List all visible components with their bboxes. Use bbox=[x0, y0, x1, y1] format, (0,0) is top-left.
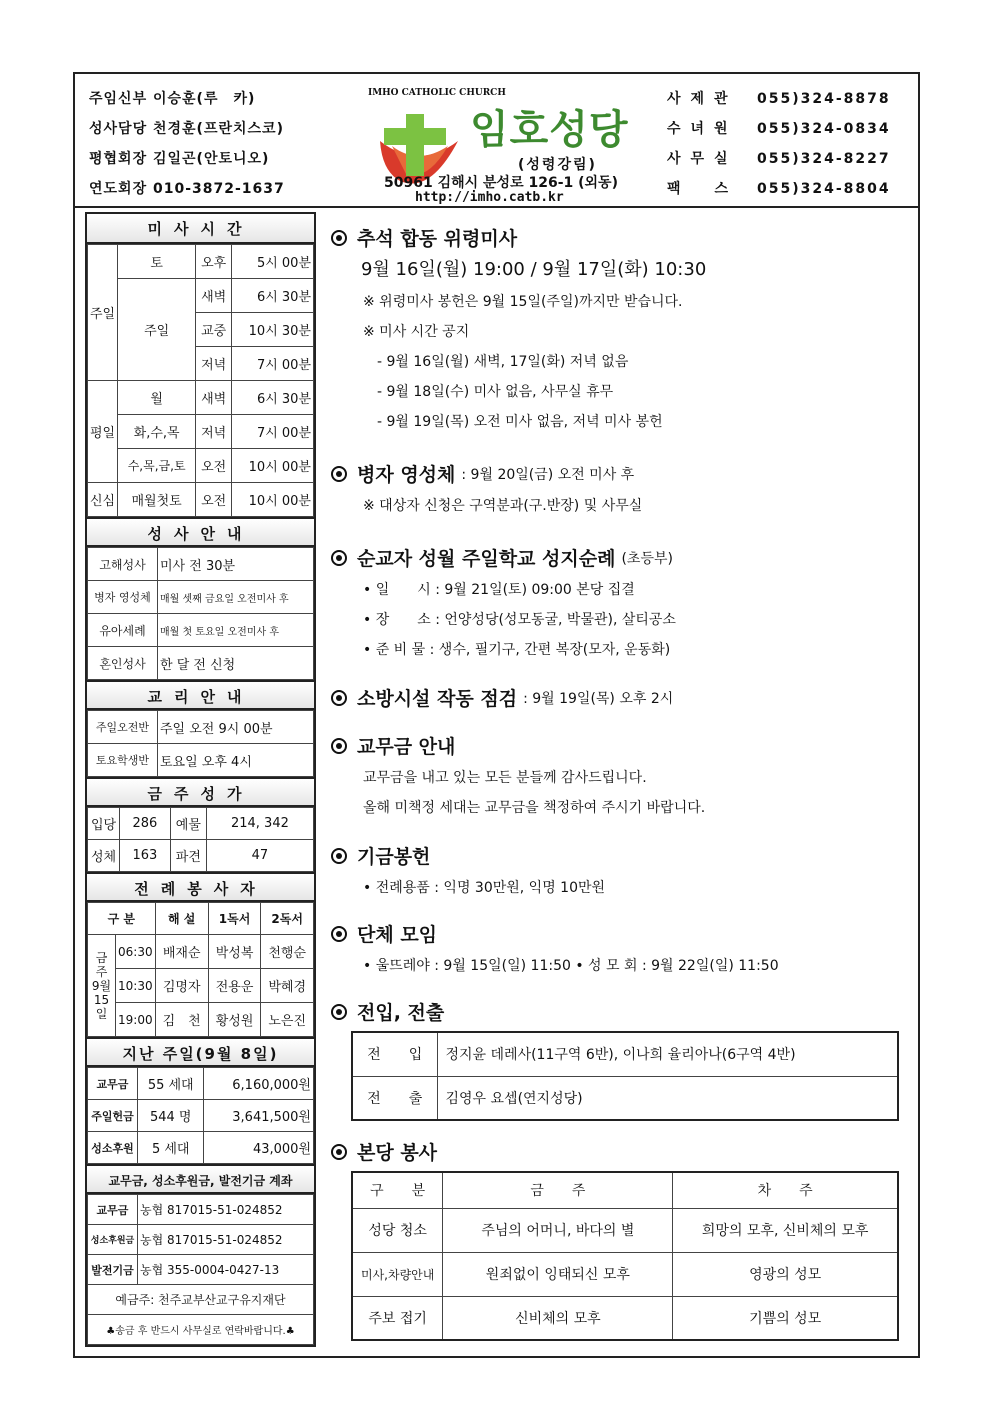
section-pilgrimage: 순교자 성월 주일학교 성지순례 (초등부) • 일 시 : 9월 21일(토) 09:00 본당 집결 • 장 소 : 언양성당(성모동굴, 박물관), 살티공소 • 준 비 물 : 생수, 필기구, 간편 복장(모자, 운동화) bbox=[331, 544, 911, 665]
sacrament-table: 고해성사 미사 전 30분 병자 영성체 매월 셋째 금요일 오전미사 후 유아세례 매월 첫 토요일 오전미사 후 혼인성사 한 달 전 신청 bbox=[87, 547, 314, 680]
section-fire-inspection: 소방시설 작동 점검 : 9월 19일(목) 오후 2시 bbox=[331, 684, 911, 711]
contact-list bbox=[667, 84, 917, 204]
servers-table: 구 분 해 설 1독서 2독서 금주 9월 15일 06:30 배재순 박성복 천행순 10:30 김명자 전용운 박혜경 19:00 김 천 황성원 노은진 bbox=[87, 902, 314, 1037]
staff-list bbox=[89, 84, 359, 204]
staff-row: 성사담당 천경훈(프란치스코) bbox=[89, 121, 284, 137]
last-week-heading: 지난 주일(9월 8일) bbox=[87, 1037, 314, 1067]
hymns-table: 입당 286 예물 214, 342 성체 163 파견 47 bbox=[87, 807, 314, 872]
church-website[interactable]: http://imho.catb.kr bbox=[415, 190, 564, 205]
parish-service-table: 구 분 금 주 차 주 성당 청소 주님의 어머니, 바다의 별 희망의 모후, 신비체의 모후 미사,차량안내 원죄없이 잉태되신 모후 영광의 성모 주보 접기 신비체의 모후 기쁨의 성모 bbox=[351, 1171, 899, 1341]
hymns-heading: 금주성가 bbox=[87, 777, 314, 807]
bulletin-page bbox=[73, 72, 920, 1358]
section-donation: 기금봉헌 • 전례용품 : 익명 30만원, 익명 10만원 bbox=[331, 842, 911, 903]
circle-bullet-icon bbox=[331, 848, 347, 864]
contact-row: 수녀원 055)324-0834 bbox=[667, 121, 891, 137]
circle-bullet-icon bbox=[331, 926, 347, 942]
header bbox=[75, 74, 918, 208]
catechism-table: 주일오전반 주일 오전 9시 00분 토요학생반 토요일 오후 4시 bbox=[87, 710, 314, 777]
sacrament-heading: 성사안내 bbox=[87, 517, 314, 547]
section-sick-communion: 병자 영성체 : 9월 20일(금) 오전 미사 후 ※ 대상자 신청은 구역분과(구.반장) 및 사무실 bbox=[331, 460, 911, 521]
accounts-heading: 교무금, 성소후원금, 발전기금 계좌 bbox=[87, 1164, 314, 1194]
section-transfer: 전입, 전출 전 입 정지윤 데레사(11구역 6반), 이나희 율리아나(6구역 4반) 전 출 김영우 요셉(연지성당) bbox=[331, 998, 911, 1121]
servers-heading: 전례봉사자 bbox=[87, 872, 314, 902]
contact-row: 사제관 055)324-8878 bbox=[667, 91, 891, 107]
transfer-table: 전 입 정지윤 데레사(11구역 6반), 이나희 율리아나(6구역 4반) 전 출 김영우 요셉(연지성당) bbox=[351, 1031, 899, 1121]
circle-bullet-icon bbox=[331, 230, 347, 246]
catechism-heading: 교리안내 bbox=[87, 680, 314, 710]
section-group-meetings: 단체 모임 • 울뜨레야 : 9월 15일(일) 11:50 • 성 모 회 : 9월 22일(일) 11:50 bbox=[331, 920, 911, 981]
sidebar bbox=[85, 212, 316, 1347]
section-memorial-mass: 추석 합동 위령미사 9월 16일(월) 19:00 / 9월 17일(화) 10:30 ※ 위령미사 봉헌은 9월 15일(주일)까지만 받습니다. ※ 미사 시간 공지 - 9월 16일(월) 새벽, 17일(화) 저녁 없음 - 9월 18일(수) 미사 없음, 사무실 휴무 - 9월 19일(목) 오전 미사 없음, 저녁 미사 봉헌 bbox=[331, 224, 911, 437]
staff-row: 주임신부 이승훈(루 카) bbox=[89, 91, 256, 107]
church-logo-block bbox=[360, 78, 665, 206]
section-parish-service: 본당 봉사 구 분 금 주 차 주 성당 청소 주님의 어머니, 바다의 별 희망의 모후, 신비체의 모후 미사,차량안내 원죄없이 잉태되신 모후 영광의 성모 주보 접기 신비체의 모후 기쁨의 성모 bbox=[331, 1138, 911, 1341]
last-week-table: 교무금 55 세대 6,160,000원 주일헌금 544 명 3,641,500원 성소후원 5 세대 43,000원 bbox=[87, 1067, 314, 1164]
mass-times-table: 주일 토 오후 5시 00분 주일 새벽 6시 30분 교중 10시 30분 저녁 7시 00분 평일 월 새벽 6시 30분 화,수,목 저녁 7시 00분 수,목,금,토 오전 10시 00분 신심 매월첫토 오전 10시 00분 bbox=[87, 244, 314, 517]
church-address: 50961 김해시 분성로 126-1 (외동) bbox=[384, 175, 618, 191]
church-name: 임호성당 bbox=[470, 107, 629, 153]
circle-bullet-icon bbox=[331, 466, 347, 482]
section-dues: 교무금 안내 교무금을 내고 있는 모든 분들께 감사드립니다. 올해 미책정 세대는 교무금을 책정하여 주시기 바랍니다. bbox=[331, 732, 911, 823]
contact-row: 팩 스 055)324-8804 bbox=[667, 181, 891, 197]
circle-bullet-icon bbox=[331, 738, 347, 754]
contact-row: 사무실 055)324-8227 bbox=[667, 151, 891, 167]
accounts-table: 교무금 농협 817015-51-024852 성소후원금 농협 817015-51-024852 발전기금 농협 355-0004-0427-13 예금주: 천주교부산교구유지재단 ♣송금 후 반드시 사무실로 연락바랍니다.♣ bbox=[87, 1194, 314, 1345]
church-english-name: IMHO CATHOLIC CHURCH bbox=[368, 88, 506, 98]
staff-row: 평협회장 김일곤(안토니오) bbox=[89, 151, 270, 167]
church-subtitle: (성령강림) bbox=[518, 157, 597, 173]
circle-bullet-icon bbox=[331, 690, 347, 706]
mass-times-heading: 미사시간 bbox=[87, 214, 314, 244]
staff-row: 연도회장 010-3872-1637 bbox=[89, 181, 285, 197]
circle-bullet-icon bbox=[331, 1004, 347, 1020]
circle-bullet-icon bbox=[331, 550, 347, 566]
circle-bullet-icon bbox=[331, 1144, 347, 1160]
